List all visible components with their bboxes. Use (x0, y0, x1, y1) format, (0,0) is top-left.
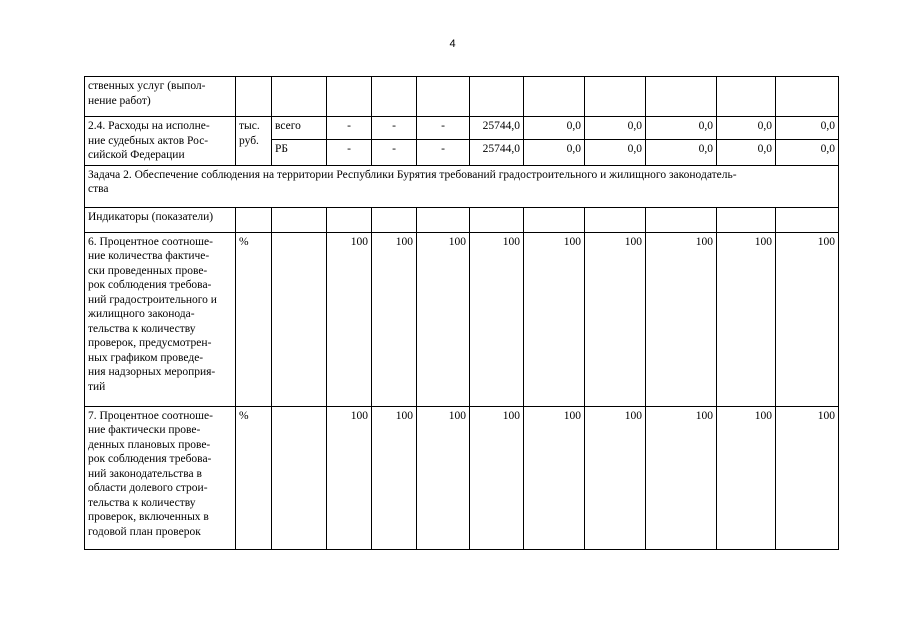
expenses-total-label: всего (272, 117, 327, 140)
expenses-total-value: 0,0 (585, 117, 646, 140)
indicator-7-unit: % (236, 406, 272, 549)
task-2-cell (85, 165, 839, 207)
empty-cell (417, 207, 470, 232)
continuation-text: ственных услуг (выпол- нение работ) (88, 80, 206, 107)
expenses-rb-value: - (372, 140, 417, 165)
expenses-total-value: - (327, 117, 372, 140)
table-row-indicators (85, 207, 839, 232)
indicator-7-name: 7. Процентное соотноше- ние фактически прове- денных плановых прове- рок соблюдения требова- ний законодательства в области долевого строи- тельства к количеству проверок, включенных в годовой план проверок (88, 409, 213, 538)
continuation-name-cell (85, 77, 236, 117)
empty-cell (372, 77, 417, 117)
empty-cell (327, 207, 372, 232)
indicator-6-name-cell (85, 232, 236, 406)
indicator-7-value: 100 (470, 406, 524, 549)
empty-cell (272, 232, 327, 406)
indicator-7-value: 100 (417, 406, 470, 549)
empty-cell (776, 207, 839, 232)
indicator-7-value: 100 (524, 406, 585, 549)
expenses-rb-value: - (417, 140, 470, 165)
empty-cell (272, 207, 327, 232)
empty-cell (236, 77, 272, 117)
indicator-6-name: 6. Процентное соотноше- ние количества фактиче- ски проведенных прове- рок соблюдения требова- ний градостроительного и жилищного законода- тельства к количеству проверок, предусмотрен- ных графиком проведе- ния надзорных мероприя- тий (88, 235, 217, 393)
expenses-rb-value: - (327, 140, 372, 165)
empty-cell (327, 77, 372, 117)
table-row-indicator-6 (85, 232, 839, 406)
indicator-6-unit: % (236, 232, 272, 406)
expenses-total-value: - (372, 117, 417, 140)
indicator-6-value: 100 (417, 232, 470, 406)
empty-cell (717, 77, 776, 117)
program-table (84, 76, 839, 550)
empty-cell (524, 207, 585, 232)
empty-cell (470, 207, 524, 232)
expenses-rb-value: 25744,0 (470, 140, 524, 165)
expenses-total-value: 0,0 (776, 117, 839, 140)
expenses-rb-label: РБ (272, 140, 327, 165)
expenses-rb-value: 0,0 (646, 140, 717, 165)
empty-cell (585, 207, 646, 232)
indicator-7-value: 100 (327, 406, 372, 549)
empty-cell (524, 77, 585, 117)
task-2-text: Задача 2. Обеспечение соблюдения на территории Республики Бурятия требований градостроительного и жилищного законодатель- ства (88, 168, 737, 195)
expenses-unit-cell (236, 117, 272, 166)
indicator-7-name-cell (85, 406, 236, 549)
table-row-task-2 (85, 165, 839, 207)
expenses-total-value: 0,0 (524, 117, 585, 140)
empty-cell (717, 207, 776, 232)
empty-cell (236, 207, 272, 232)
expenses-total-value: 0,0 (646, 117, 717, 140)
indicator-6-value: 100 (585, 232, 646, 406)
expenses-total-value: 0,0 (717, 117, 776, 140)
empty-cell (776, 77, 839, 117)
expenses-rb-value: 0,0 (717, 140, 776, 165)
table-row-continuation (85, 77, 839, 117)
expenses-rb-value: 0,0 (776, 140, 839, 165)
empty-cell (272, 406, 327, 549)
expenses-total-value: - (417, 117, 470, 140)
empty-cell (417, 77, 470, 117)
expenses-name-cell (85, 117, 236, 166)
empty-cell (585, 77, 646, 117)
empty-cell (646, 77, 717, 117)
indicator-6-value: 100 (646, 232, 717, 406)
indicator-7-value: 100 (646, 406, 717, 549)
table-row-expenses-total (85, 117, 839, 140)
indicator-7-value: 100 (585, 406, 646, 549)
indicators-cell: Индикаторы (показатели) (85, 207, 236, 232)
indicator-6-value: 100 (717, 232, 776, 406)
indicator-6-value: 100 (470, 232, 524, 406)
indicator-6-value: 100 (776, 232, 839, 406)
indicator-7-value: 100 (776, 406, 839, 549)
indicator-7-value: 100 (717, 406, 776, 549)
indicator-6-value: 100 (327, 232, 372, 406)
empty-cell (470, 77, 524, 117)
expenses-rb-value: 0,0 (524, 140, 585, 165)
indicator-7-value: 100 (372, 406, 417, 549)
empty-cell (372, 207, 417, 232)
page-number: 4 (449, 38, 456, 50)
table-row-indicator-7 (85, 406, 839, 549)
empty-cell (646, 207, 717, 232)
expenses-rb-value: 0,0 (585, 140, 646, 165)
indicator-6-value: 100 (372, 232, 417, 406)
indicator-6-value: 100 (524, 232, 585, 406)
expenses-name: 2.4. Расходы на исполне- ние судебных актов Рос- сийской Федерации (88, 120, 210, 161)
expenses-unit: тыс. руб. (239, 120, 260, 147)
expenses-total-value: 25744,0 (470, 117, 524, 140)
empty-cell (272, 77, 327, 117)
